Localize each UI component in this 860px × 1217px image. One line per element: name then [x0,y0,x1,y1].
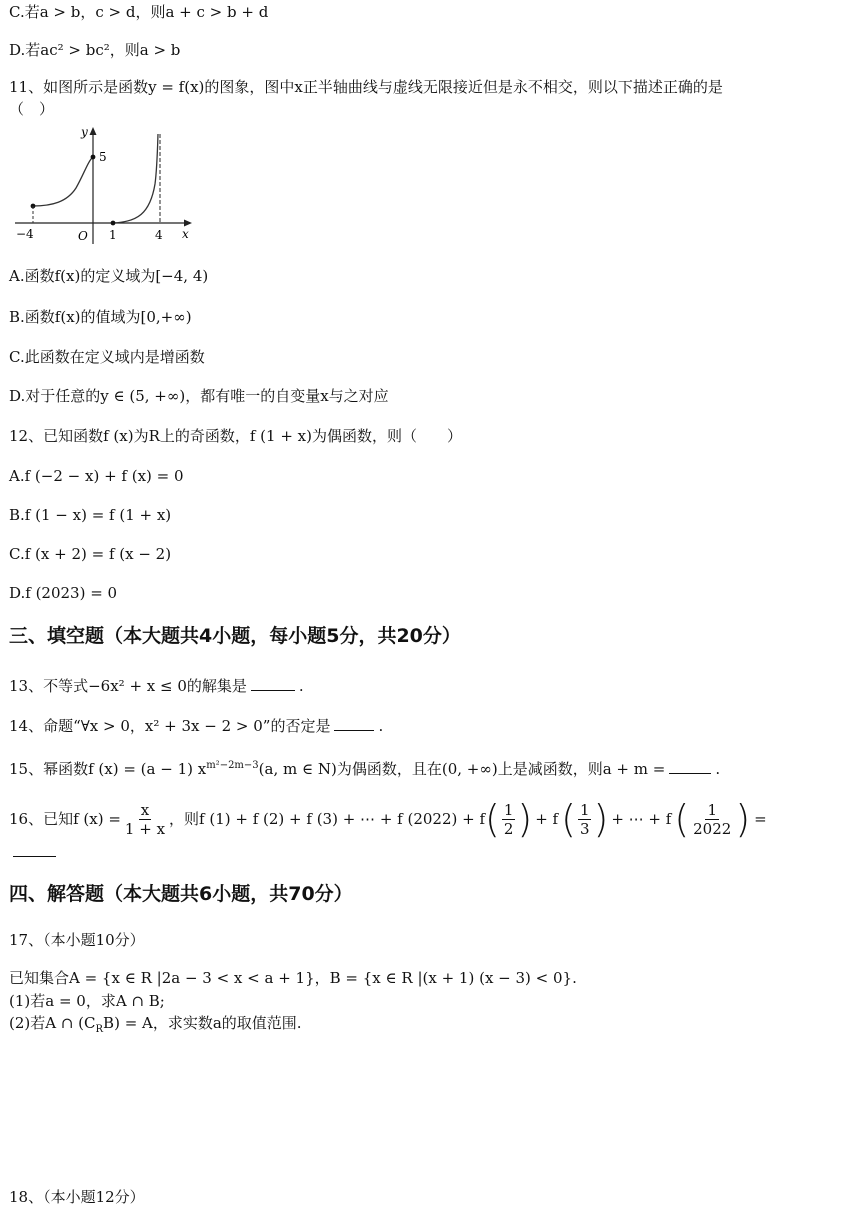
q17-part-2: (2)若A ∩ $(C_RB) = A$，求实数a的取值范围. [9,1014,302,1035]
section-3-heading: 三、填空题（本大题共4小题，每小题5分，共20分） [9,625,461,647]
q12-option-a: A.f (−2 − x) + f (x) = 0 [9,467,184,485]
answer-blank [251,688,295,691]
function-graph [12,124,197,249]
answer-blank [669,771,711,774]
answer-blank [334,728,374,731]
q12-option-c: C.f (x + 2) = f (x − 2) [9,545,172,563]
period: . [298,677,304,695]
q11-option-d: D.对于任意的y ∈ (5, +∞)，都有唯一的自变量x与之对应 [9,387,389,405]
question-18-header: 18、（本小题12分） [9,1188,145,1206]
question-13 [9,676,304,696]
period: . [715,760,721,778]
q16-text-d: + ⋯ + f [611,810,672,828]
q12-option-b: B.f (1 − x) = f (1 + x) [9,506,172,524]
tick-label-neg4: −4 [16,227,34,241]
section-4-heading: 四、解答题（本大题共6小题，共70分） [9,883,353,905]
tick-label-5: 5 [99,150,107,164]
q11-option-c: C.此函数在定义域内是增函数 [9,348,205,366]
question-11-paren: （ ） [9,100,55,118]
tick-label-4: 4 [155,228,163,242]
option-d-line: D.若ac² > bc²，则a > b [9,41,181,59]
origin-label: O [78,229,88,243]
q17-statement: 已知集合A = {x ∈ R |2a − 3 < x < a + 1}，B = {x ∈ R |(x + 1) (x − 3) < 0}. [9,969,577,987]
x-axis-label: x [182,227,189,241]
q11-option-a: A.函数f(x)的定义域为[−4, 4) [9,267,209,285]
q16-text-c: + f [535,810,559,828]
q12-option-d: D.f (2023) = 0 [9,584,118,602]
q15-exponent: m²−2m−3 [206,760,259,771]
question-12-text: 12、已知函数f (x)为R上的奇函数，f (1 + x)为偶函数，则（ ） [9,427,462,445]
q16-text-b: ，则f (1) + f (2) + f (3) + ⋯ + f (2022) + f [169,810,486,828]
q13-text: 13、不等式−6x² + x ≤ 0的解集是 [9,677,247,695]
question-15 [9,756,720,779]
q17-part-1: (1)若a = 0，求A ∩ B; [9,992,165,1010]
q16-answer-blank [13,856,56,857]
q15-text-b: (a, m ∈ N)为偶函数，且在(0, +∞)上是减函数，则a + m = [258,760,666,778]
option-c-line: C.若a > b，c > d，则a + c > b + d [9,3,269,21]
q15-text-a: 15、幂函数f (x) = (a − 1) x [9,760,207,778]
question-16: 16、已知f (x) = $\frac{x}{1 + x}$ ，则f (1) + f (2) + f (3) + ⋯ + f (2022) + f ( $\frac{1}{2}$ ) + f ( $\frac{1}{3}$ ) + ⋯ + f ( $\frac{1}{2022}$ ) = [9,797,767,841]
question-17-header: 17、（本小题10分） [9,931,145,949]
q14-text: 14、命题“∀x > 0，x² + 3x − 2 > 0”的否定是 [9,717,331,735]
question-14 [9,716,383,736]
q16-text-a: 16、已知f (x) = [9,810,121,828]
fraction-1-2: $\frac{1}{2}$ [503,800,514,838]
period: . [378,717,384,735]
fraction-1-2022: $\frac{1}{2022}$ [693,800,732,838]
tick-label-1: 1 [109,228,117,242]
y-axis-label: y [81,125,88,139]
q16-text-e: = [754,810,767,828]
q11-option-b: B.函数f(x)的值域为[0,+∞) [9,308,192,326]
fraction-x-over-1px: $\frac{x}{1 + x}$ [124,800,166,838]
fraction-1-3: $\frac{1}{3}$ [579,800,590,838]
question-11-text: 11、如图所示是函数y = f(x)的图象，图中x正半轴曲线与虚线无限接近但是永不相交，则以下描述正确的是 [9,78,723,96]
